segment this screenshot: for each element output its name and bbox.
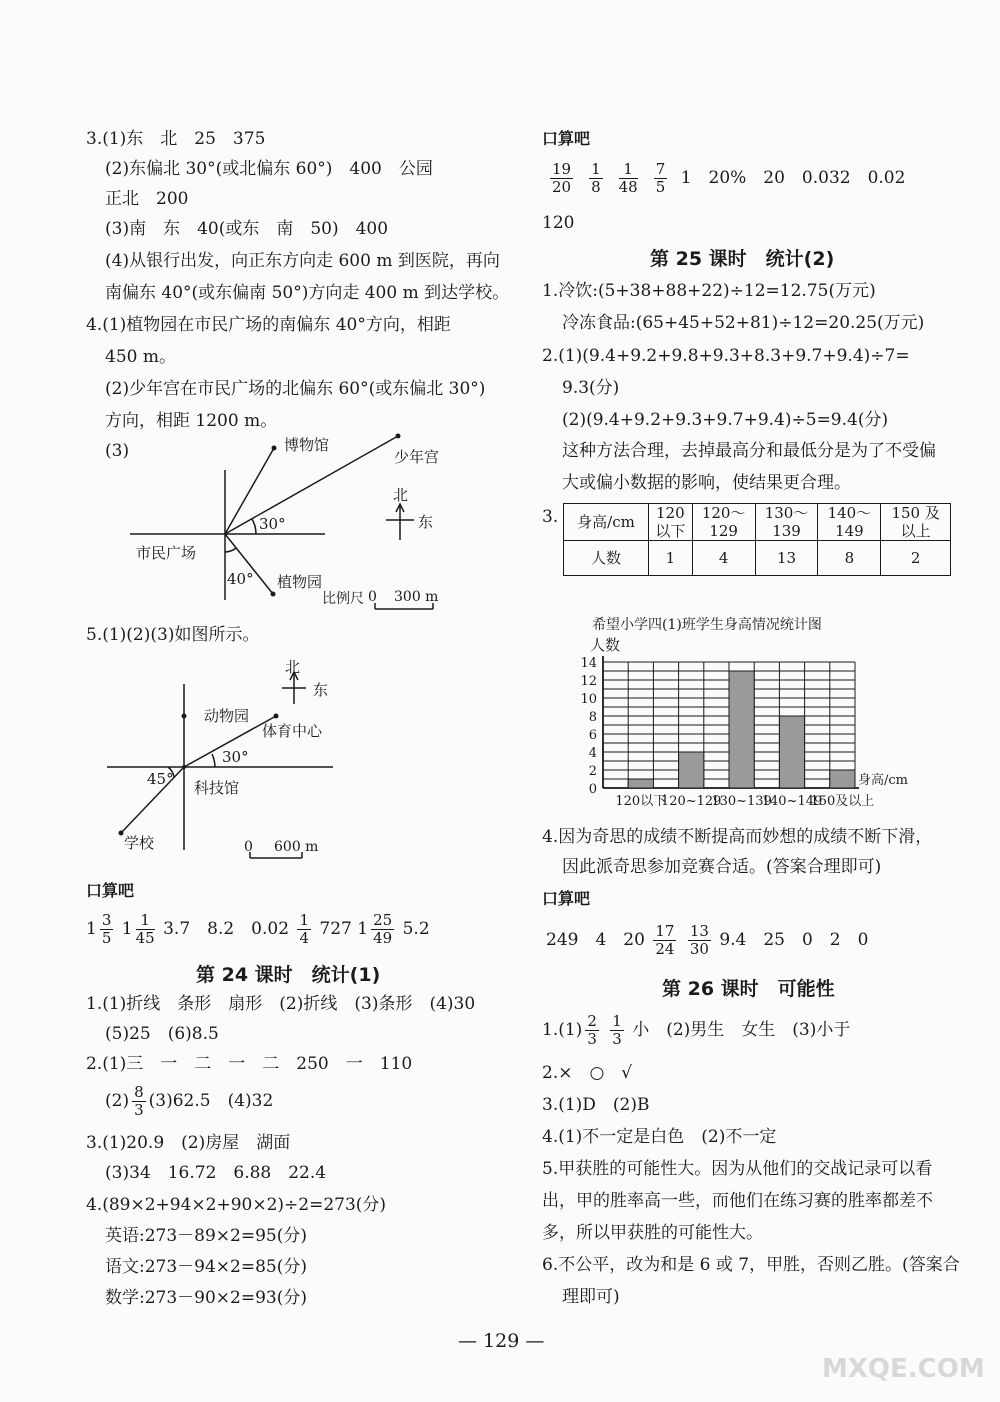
bar	[679, 752, 704, 788]
label-scale-zero: 0	[368, 589, 377, 605]
table-count-label: 人数	[564, 541, 649, 576]
y-tick-label: 8	[588, 710, 597, 725]
l24-4: 4.(89×2+94×2+90×2)÷2=273(分)	[86, 1195, 387, 1215]
q3-2: (2)东偏北 30°(或北偏东 60°) 400 公园	[105, 159, 433, 179]
label-scale-value: 300 m	[394, 589, 439, 605]
table-header-label: 身高/cm	[564, 504, 649, 541]
q4-2a: (2)少年宫在市民广场的北偏东 60°(或东偏北 30°)	[105, 379, 486, 399]
l25-4b: 因此派奇思参加竞赛合适。(答案合理即可)	[562, 857, 882, 877]
l25-2d: 这种方法合理，去掉最高分和最低分是为了不受偏	[562, 441, 936, 461]
chart-title: 希望小学四(1)班学生身高情况统计图	[592, 617, 822, 633]
l25-2e: 大或偏小数据的影响，使结果更合理。	[562, 473, 851, 493]
label-scale: 比例尺	[322, 591, 364, 607]
table-col-5: 150 及 以上	[881, 504, 951, 541]
label-scale-value-2: 600 m	[274, 839, 319, 855]
l24-math: 数学:273－90×2=93(分)	[105, 1288, 308, 1308]
label-museum: 博物馆	[284, 436, 330, 454]
chart-xlabel: 身高/cm	[858, 773, 908, 788]
lesson-24-heading: 第 24 课时 统计(1)	[196, 964, 381, 986]
x-tick-label: 150及以上	[810, 794, 875, 809]
y-tick-label: 12	[580, 674, 597, 689]
l26-1: 1.(1) $\frac{2}{3}$ $\frac{1}{3}$ 小 (2)男生 女生 (3)小于	[542, 1012, 851, 1048]
q4-2b: 方向，相距 1200 m。	[105, 411, 278, 431]
label-north: 北	[393, 486, 409, 504]
label-school: 学校	[124, 834, 155, 852]
q3-3: (3)南 东 40(或东 南 50) 400	[105, 219, 389, 239]
table-count-cell: 2	[881, 541, 951, 576]
label-garden: 植物园	[277, 573, 323, 591]
l24-2b: (2) $\frac{8}{3}$ (3)62.5 (4)32	[105, 1083, 274, 1119]
q3-2b: 正北 200	[105, 189, 189, 209]
y-tick-label: 0	[588, 782, 597, 797]
label-east-2: 东	[313, 681, 329, 699]
x-tick-label: 140~149	[761, 794, 823, 809]
oral-fraction: $\frac{7}{5}$	[655, 160, 666, 196]
l25-1a: 1.冷饮:(5+38+88+22)÷12=12.75(万元)	[542, 281, 876, 301]
label-youth-palace: 少年宫	[394, 448, 440, 466]
x-tick-label: 120以下	[615, 794, 667, 809]
l24-3b: (3)34 16.72 6.88 22.4	[105, 1163, 327, 1183]
label-angle-45: 45°	[147, 770, 174, 788]
label-scale-zero-2: 0	[244, 839, 253, 855]
x-tick-label: 120~129	[660, 794, 722, 809]
oral2-line: 249 4 20 $\frac{17}{24}$ $\frac{13}{30}$ 9.4 25 0 2 0	[546, 922, 869, 958]
l25-2a: 2.(1)(9.4+9.2+9.8+9.3+8.3+9.7+9.4)÷7=	[542, 346, 910, 366]
q3-4b: 南偏东 40°(或东偏南 50°)方向走 400 m 到达学校。	[105, 283, 510, 303]
label-north-2: 北	[285, 658, 301, 676]
label-angle-40: 40°	[227, 570, 254, 588]
l26-5b: 出，甲的胜率高一些，而他们在练习赛的胜率都差不	[542, 1191, 933, 1211]
table-col-4: 140～ 149	[818, 504, 881, 541]
q3-4a: (4)从银行出发，向正东方向走 600 m 到医院，再向	[105, 251, 500, 271]
table-count-cell: 1	[649, 541, 693, 576]
l26-2: 2.× ○ √	[542, 1063, 633, 1083]
l24-1a: 1.(1)折线 条形 扇形 (2)折线 (3)条形 (4)30	[86, 994, 476, 1014]
bar	[779, 716, 804, 788]
l26-4: 4.(1)不一定是白色 (2)不一定	[542, 1127, 777, 1147]
l25-4a: 4.因为奇思的成绩不断提高而妙想的成绩不断下滑，	[542, 827, 933, 847]
y-tick-label: 2	[588, 764, 597, 779]
label-angle-30: 30°	[259, 515, 286, 533]
l24-3a: 3.(1)20.9 (2)房屋 湖面	[86, 1133, 291, 1153]
oral-fraction: $\frac{1}{8}$	[591, 160, 601, 196]
table-count-cell: 4	[692, 541, 755, 576]
oral-line-left: 1 $\frac{3}{5}$ 1 $\frac{1}{45}$ 3.7 8.2 0.02 $\frac{1}{4}$ 727 1 $\frac{25}{49}$ 5.2	[86, 911, 430, 947]
label-tech-museum: 科技馆	[194, 779, 240, 797]
q3-1: 3.(1)东 北 25 375	[86, 129, 266, 149]
q5: 5.(1)(2)(3)如图所示。	[86, 625, 260, 645]
y-tick-label: 4	[588, 746, 597, 761]
x-tick-label: 130~139	[711, 794, 772, 809]
l24-chinese: 语文:273－94×2=85(分)	[105, 1257, 308, 1277]
table-count-cell: 13	[755, 541, 818, 576]
l25-3-label: 3.	[542, 507, 559, 527]
l26-5c: 多，所以甲获胜的可能性大。	[542, 1223, 763, 1243]
l25-2c: (2)(9.4+9.2+9.3+9.7+9.4)÷5=9.4(分)	[562, 410, 889, 430]
l24-2a: 2.(1)三 一 二 一 二 250 一 110	[86, 1054, 413, 1074]
label-east: 东	[418, 513, 434, 531]
chart-ylabel: 人数	[590, 636, 621, 654]
bar	[830, 770, 855, 788]
q4-3: (3)	[105, 441, 130, 461]
l26-5a: 5.甲获胜的可能性大。因为从他们的交战记录可以看	[542, 1159, 933, 1179]
oral-line-right: $\frac{19}{20}$ $\frac{1}{8}$ $\frac{1}{48}$ $\frac{7}{5}$ 1 20% 20 0.032 0.02	[552, 160, 906, 196]
q4-1b: 450 m。	[105, 347, 176, 367]
table-col-2: 120～ 129	[692, 504, 755, 541]
lesson-25-heading: 第 25 课时 统计(2)	[650, 248, 835, 270]
oral-title-left: 口算吧	[86, 881, 135, 900]
oral-120: 120	[542, 213, 575, 233]
label-zoo: 动物园	[204, 707, 250, 725]
watermark: MXQE.COM	[822, 1354, 985, 1384]
l26-6a: 6.不公平，改为和是 6 或 7，甲胜，否则乙胜。(答案合	[542, 1255, 960, 1275]
oral2-title: 口算吧	[542, 889, 591, 908]
bar	[729, 671, 754, 788]
label-sports-center: 体育中心	[262, 722, 323, 740]
y-tick-label: 14	[580, 656, 597, 671]
y-tick-label: 10	[580, 692, 597, 707]
page-number: — 129 —	[458, 1330, 545, 1352]
label-square: 市民广场	[136, 544, 197, 562]
l25-1b: 冷冻食品:(65+45+52+81)÷12=20.25(万元)	[562, 313, 925, 333]
oral-fraction: $\frac{1}{48}$	[618, 160, 638, 196]
lesson-26-heading: 第 26 课时 可能性	[662, 978, 835, 1000]
l26-6b: 理即可)	[562, 1287, 620, 1307]
table-col-1: 120 以下	[649, 504, 693, 541]
oral-fraction: $\frac{19}{20}$	[552, 160, 572, 196]
l26-3: 3.(1)D (2)B	[542, 1095, 650, 1115]
table-count-cell: 8	[818, 541, 881, 576]
l25-2b: 9.3(分)	[562, 378, 620, 398]
y-tick-label: 6	[588, 728, 597, 743]
bar	[628, 779, 653, 788]
table-col-3: 130～ 139	[755, 504, 818, 541]
q4-1a: 4.(1)植物园在市民广场的南偏东 40°方向，相距	[86, 315, 451, 335]
oral-title-right: 口算吧	[542, 129, 591, 148]
l24-1b: (5)25 (6)8.5	[105, 1024, 219, 1044]
label-angle-30-2: 30°	[222, 748, 249, 766]
l24-english: 英语:273－89×2=95(分)	[105, 1226, 308, 1246]
